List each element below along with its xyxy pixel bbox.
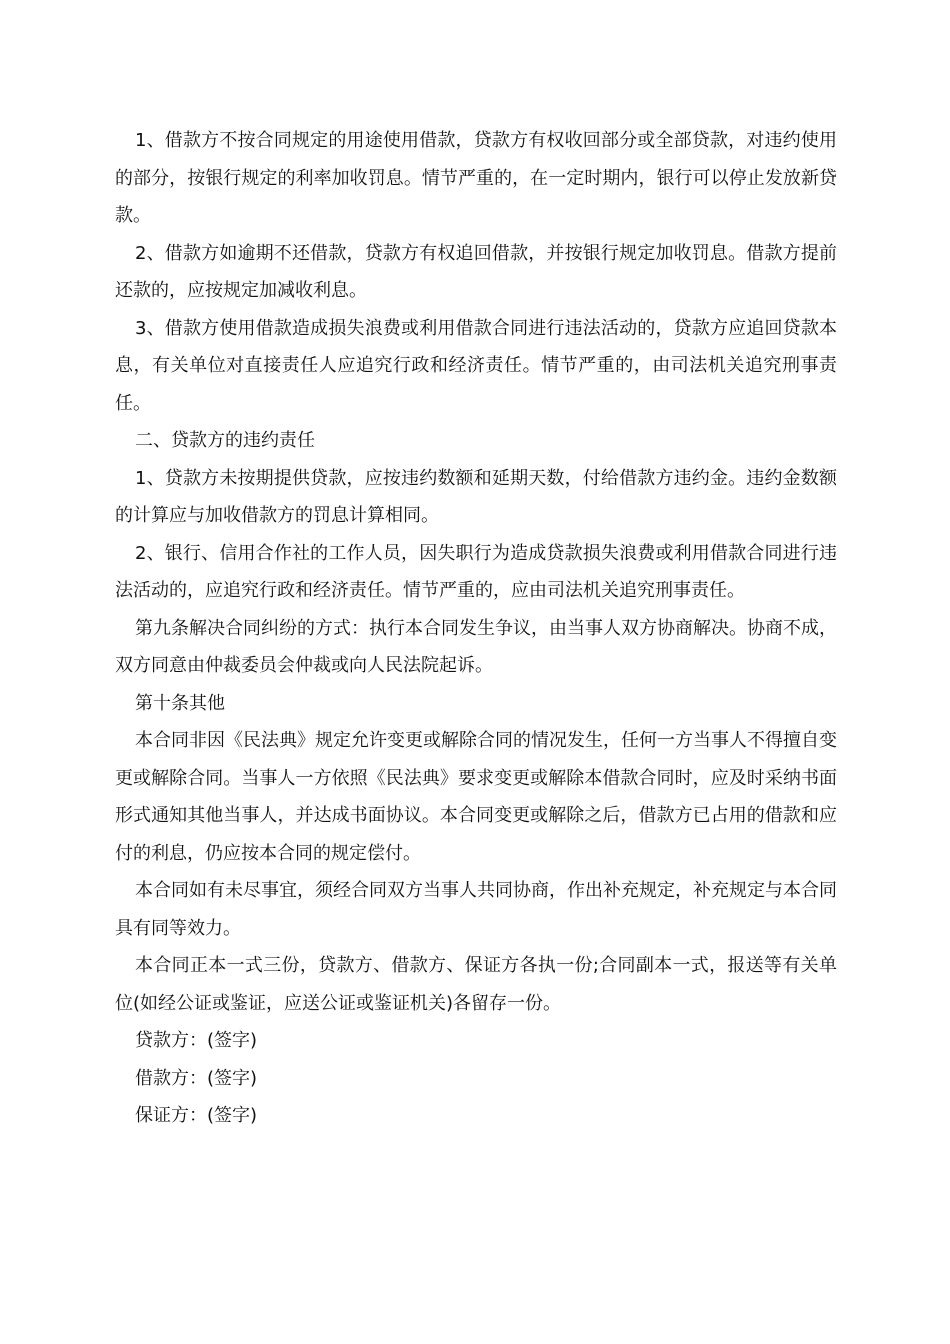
signature-lender: 贷款方：(签字) (135, 1030, 258, 1051)
signature-guarantor: 保证方：(签字) (135, 1105, 258, 1126)
clause-borrower-misuse: 1、借款方不按合同规定的用途使用借款，贷款方有权收回部分或全部贷款，对违约使用的部分，按银行规定的利率加收罚息。情节严重的，在一定时期内，银行可以停止发放新贷款。 (115, 130, 837, 226)
clause-bank-staff: 2、银行、信用合作社的工作人员，因失职行为造成贷款损失浪费或利用借款合同进行违法活动的，应追究行政和经济责任。情节严重的，应由司法机关追究刑事责任。 (115, 542, 837, 601)
clause-borrower-overdue: 2、借款方如逾期不还借款，贷款方有权追回借款，并按银行规定加收罚息。借款方提前还款的，应按规定加减收利息。 (115, 242, 837, 301)
article-nine-disputes: 第九条解决合同纠纷的方式：执行本合同发生争议，由当事人双方协商解决。协商不成，双方同意由仲裁委员会仲裁或向人民法院起诉。 (115, 617, 837, 676)
clause-borrower-illegal-use: 3、借款方使用借款造成损失浪费或利用借款合同进行违法活动的，贷款方应追回贷款本息，有关单位对直接责任人应追究行政和经济责任。情节严重的，由司法机关追究刑事责任。 (115, 317, 837, 414)
section-heading-lender-liability: 二、贷款方的违约责任 (135, 430, 315, 451)
clause-copies: 本合同正本一式三份，贷款方、借款方、保证方各执一份;合同副本一式，报送等有关单位(如经公证或鉴证，应送公证或鉴证机关)各留存一份。 (115, 955, 837, 1014)
clause-lender-late-loan: 1、贷款方未按期提供贷款，应按违约数额和延期天数，付给借款方违约金。违约金数额的计算应与加收借款方的罚息计算相同。 (115, 467, 837, 526)
clause-supplement: 本合同如有未尽事宜，须经合同双方当事人共同协商，作出补充规定，补充规定与本合同具有同等效力。 (115, 880, 837, 939)
article-ten-heading: 第十条其他 (135, 692, 225, 714)
clause-modification: 本合同非因《民法典》规定允许变更或解除合同的情况发生，任何一方当事人不得擅自变更或解除合同。当事人一方依照《民法典》要求变更或解除本借款合同时，应及时采纳书面形式通知其他当事人，并达成书面协议。本合同变更或解除之后，借款方已占用的借款和应付的利息，仍应按本合同的规定偿付。 (115, 730, 837, 864)
document-body (115, 122, 837, 1135)
signature-borrower: 借款方：(签字) (135, 1067, 258, 1089)
